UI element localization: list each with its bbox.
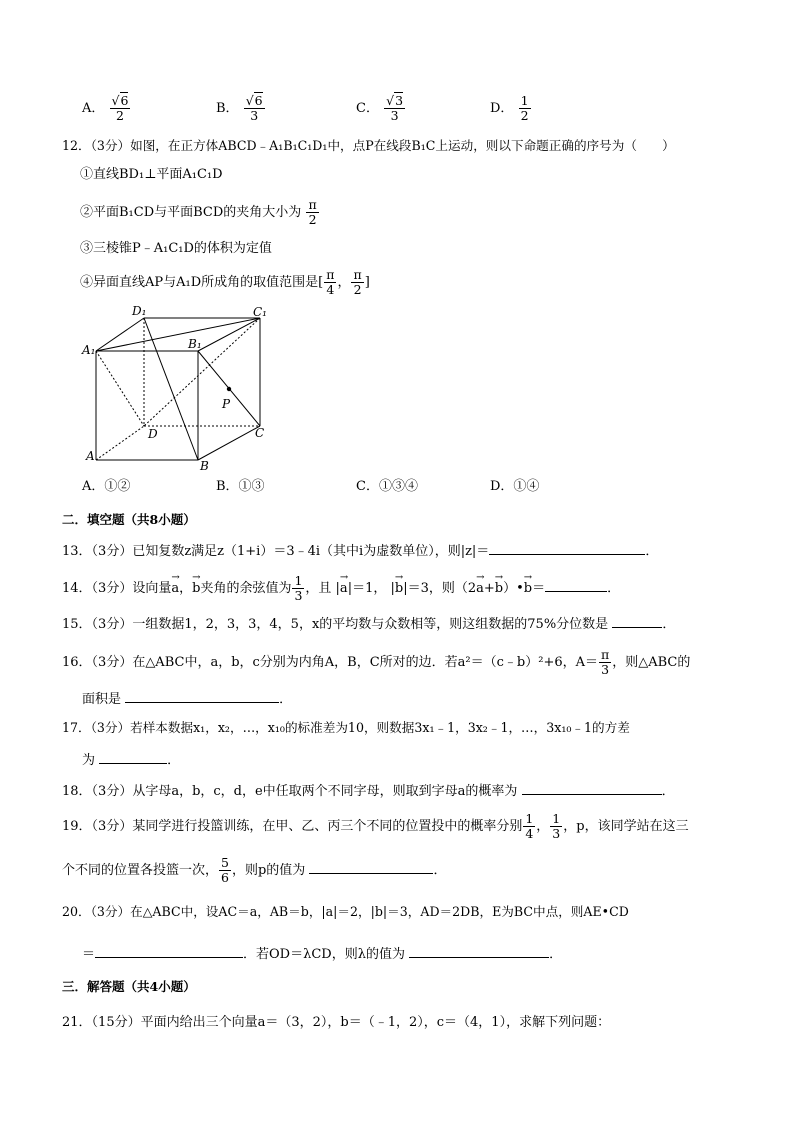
- q20-line2: ＝ ．若OD＝λCD，则λ的值为 ．: [82, 943, 562, 964]
- label-a1: A₁: [82, 343, 96, 357]
- q15: 15．（3分）一组数据1，2，3，3，4，5，x的平均数与众数相等，则这组数据的75%分位数是 ．: [62, 613, 675, 634]
- q16-answer-blank[interactable]: [125, 688, 279, 703]
- label-c1: C₁: [253, 305, 267, 319]
- q12-proposition-3: ③三棱锥P﹣A₁C₁D的体积为定值: [80, 241, 272, 256]
- q16-line1: 16．（3分）在△ABC中，a，b，c分别为内角A，B，C所对的边．若a²＝（c﹣b）²+6，A＝ $\frac{\pi}{3}$ ，则△ABC的: [62, 647, 691, 677]
- q14: 14．（3分）设向量→ a，→ b夹角的余弦值为 $\frac{1}{3}$ ，且 |→ a|＝1， |→ b|＝3，则（2→ a+→ b）•→ b＝ ．: [62, 574, 620, 603]
- section-fill-in-heading: 二．填空题（共8小题）: [62, 512, 196, 527]
- label-p: P: [222, 397, 231, 411]
- q19-answer-blank[interactable]: [309, 859, 433, 874]
- q11-option-b: B． $\frac{√6}{3}$: [216, 93, 263, 123]
- cube-figure: [80, 304, 280, 474]
- point-p: [227, 387, 231, 391]
- q21: 21．（15分）平面内给出三个向量a＝（3，2），b＝（﹣1，2），c＝（4，1），求解下列问题：: [62, 1015, 611, 1030]
- q17-line2: 为 ．: [82, 749, 180, 770]
- q12-option-d: D．①④: [490, 479, 540, 494]
- q12-stem: 12．（3分）如图，在正方体ABCD﹣A₁B₁C₁D₁中，点P在线段B₁C上运动，则以下命题正确的序号为（ ）: [62, 138, 675, 153]
- label-d1: D₁: [132, 304, 147, 318]
- q11-option-d: D． $\frac{1}{2}$: [490, 93, 529, 123]
- q11-option-a: A． $\frac{√6}{2}$: [82, 93, 129, 123]
- q14-answer-blank[interactable]: [545, 577, 607, 592]
- label-a: A: [86, 449, 95, 463]
- q12-proposition-1: ①直线BD₁⊥平面A₁C₁D: [80, 167, 223, 182]
- q19-line1: 19．（3分）某同学进行投篮训练，在甲、乙、丙三个不同的位置投中的概率分别 $\frac{1}{4}$ ， $\frac{1}{3}$ ，p，该同学站在这三: [62, 811, 689, 841]
- label-c: C: [255, 426, 265, 440]
- q12-proposition-4: ④异面直线AP与A₁D所成角的取值范围是[ $\frac{\pi}{4}$ ， $\frac{\pi}{2}$ ]: [80, 267, 370, 297]
- q11-option-c: C． $\frac{√3}{3}$: [356, 93, 404, 123]
- label-b1: B₁: [188, 337, 202, 351]
- label-b: B: [200, 459, 209, 473]
- q12-option-a: A．①②: [82, 479, 131, 494]
- edge-b-c: [198, 426, 260, 460]
- q12-proposition-2: ②平面B₁CD与平面BCD的夹角大小为 $\frac{\pi}{2}$: [80, 197, 317, 227]
- segment-c1-d-hidden: [144, 318, 260, 426]
- edge-b1-c1: [198, 318, 260, 351]
- q15-answer-blank[interactable]: [612, 613, 662, 628]
- q17-line1: 17．（3分）若样本数据x₁，x₂，…，x₁₀的标准差为10，则数据3x₁﹣1，3x₂﹣1，…，3x₁₀﹣1的方差: [62, 720, 630, 735]
- q16-line2: 面积是 ．: [82, 688, 292, 709]
- q19-line2: 个不同的位置各投篮一次， $\frac{5}{6}$ ，则p的值为 ．: [62, 855, 447, 885]
- q13-answer-blank[interactable]: [489, 540, 645, 555]
- q18: 18．（3分）从字母a，b，c，d，e中任取两个不同字母，则取到字母a的概率为 ．: [62, 780, 675, 801]
- q13: 13．（3分）已知复数z满足z（1+i）＝3﹣4i（其中i为虚数单位），则|z|＝ ．: [62, 540, 658, 561]
- q20-answer-blank-2[interactable]: [409, 943, 549, 958]
- q12-option-c: C．①③④: [356, 479, 418, 494]
- q20-line1: 20．（3分）在△ABC中，设AC＝a，AB＝b，|a|＝2，|b|＝3，AD＝2DB，E为BC中点，则AE•CD: [62, 904, 629, 919]
- q12-option-b: B．①③: [216, 479, 265, 494]
- section-solve-heading: 三．解答题（共4小题）: [62, 979, 196, 994]
- label-d: D: [148, 427, 158, 441]
- edge-a-d-hidden: [96, 426, 144, 460]
- segment-a1-d-hidden: [96, 351, 144, 426]
- q20-answer-blank-1[interactable]: [95, 943, 243, 958]
- q17-answer-blank[interactable]: [99, 749, 167, 764]
- q18-answer-blank[interactable]: [522, 780, 662, 795]
